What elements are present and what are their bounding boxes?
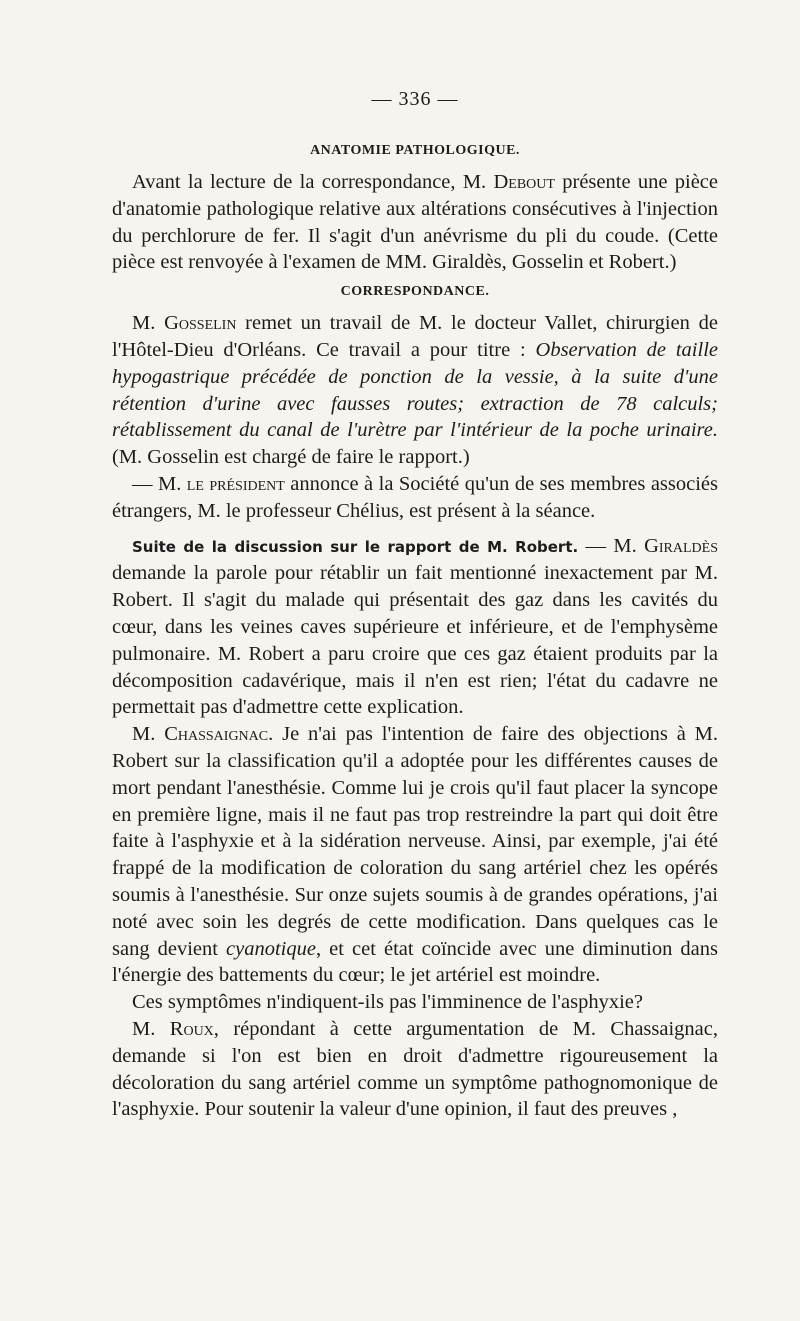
author-name: Chassaignac. bbox=[164, 723, 274, 746]
text-run: , répondant à cette argumentation de M. Chassaignac, demande si l'on est bien en droit d'admettre rigoureusement la décoloration du sang artériel comme un symptôme pathognomonique de l'asphyxie. Pour soutenir la valeur d'une opinion, il faut des preuves , bbox=[112, 1017, 718, 1121]
text-run: remet un travail de M. le docteur Vallet, chirurgien de l'Hôtel-Dieu d'Orléans. Ce travail a pour titre : bbox=[112, 312, 718, 361]
author-name: Giraldès bbox=[644, 534, 718, 557]
page-number: — 336 — bbox=[371, 88, 459, 110]
text-run: annonce à la Société qu'un de ses membres associés étrangers, M. le professeur Chélius, est présent à la séance. bbox=[112, 472, 718, 522]
text-run: M. bbox=[132, 723, 165, 746]
paragraph-president bbox=[112, 471, 718, 525]
author-name: Debout bbox=[493, 171, 555, 193]
section-title-correspondance: CORRESPONDANCE. bbox=[340, 284, 490, 300]
text-run: — M. bbox=[132, 472, 187, 495]
paragraph-discussion-giraldes bbox=[112, 533, 718, 722]
author-name: Roux bbox=[169, 1017, 214, 1040]
text-run: demande la parole pour rétablir un fait mentionné inexactement par M. Robert. Il s'agit du malade qui présentait des gaz dans les cavités du cœur, dans les veines caves supérieure et inférieure, et de l'emphysème pulmonaire. M. Robert a paru croire que ces gaz étaient produits par la décomposition cadavérique, mais il n'en est rien; l'état du cadavre ne permettait pas d'admettre cette explication. bbox=[112, 562, 718, 719]
paragraph-chassaignac bbox=[112, 721, 718, 989]
text-run: M. bbox=[132, 312, 165, 335]
paragraph-roux bbox=[112, 1016, 718, 1123]
discussion-heading: Suite de la discussion sur le rapport de M. Robert. bbox=[132, 537, 579, 556]
paragraph-question: Ces symptômes n'indiquent-ils pas l'imminence de l'asphyxie? bbox=[132, 991, 643, 1014]
paragraph-gosselin bbox=[112, 310, 718, 471]
work-title: Observation de taille hypogastrique précédée de ponction de la vessie, à la suite d'une rétention d'urine avec fausses routes; extraction de 78 calculs; rétablissement du canal de l'urètre par l'intérieur de la poche urinaire. bbox=[112, 338, 718, 442]
text-run: M. bbox=[132, 1017, 170, 1040]
section-title-anatomie: ANATOMIE PATHOLOGIQUE. bbox=[310, 143, 520, 158]
text-run: (M. Gosselin est chargé de faire le rapport.) bbox=[112, 446, 470, 469]
text-run: — M. bbox=[578, 534, 645, 557]
italic-term: cyanotique bbox=[226, 937, 316, 960]
text-run: présente une pièce d'anatomie pathologique relative aux altérations consécutives à l'injection du perchlorure de fer. Il s'agit d'un anévrisme du pli du coude. (Cette pièce est renvoyée à l'examen de MM. Giraldès, Gosselin et Robert.) bbox=[112, 171, 718, 274]
paragraph-anatomie bbox=[112, 169, 718, 276]
text-run: , et cet état coïncide avec une diminution dans l'énergie des battements du cœur; le jet artériel est moindre. bbox=[112, 937, 718, 987]
text-run: Avant la lecture de la correspondance, M. bbox=[132, 171, 494, 193]
author-name: le président bbox=[186, 472, 285, 495]
author-name: Gosselin bbox=[164, 312, 237, 335]
text-run: Je n'ai pas l'intention de faire des objections à M. Robert sur la classification qu'il a adoptée pour les différentes causes de mort pendant l'anesthésie. Comme lui je crois qu'il faut placer la syncope en première ligne, mais il ne faut pas trop restreindre la part qui doit être faite à l'asphyxie et à la sidération nerveuse. Ainsi, par exemple, j'ai été frappé de la modification de coloration du sang artériel chez les opérés soumis à l'anesthésie. Sur onze sujets soumis à de grandes opérations, j'ai noté avec soin les degrés de cette modification. Dans quelques cas le sang devient bbox=[112, 723, 718, 960]
